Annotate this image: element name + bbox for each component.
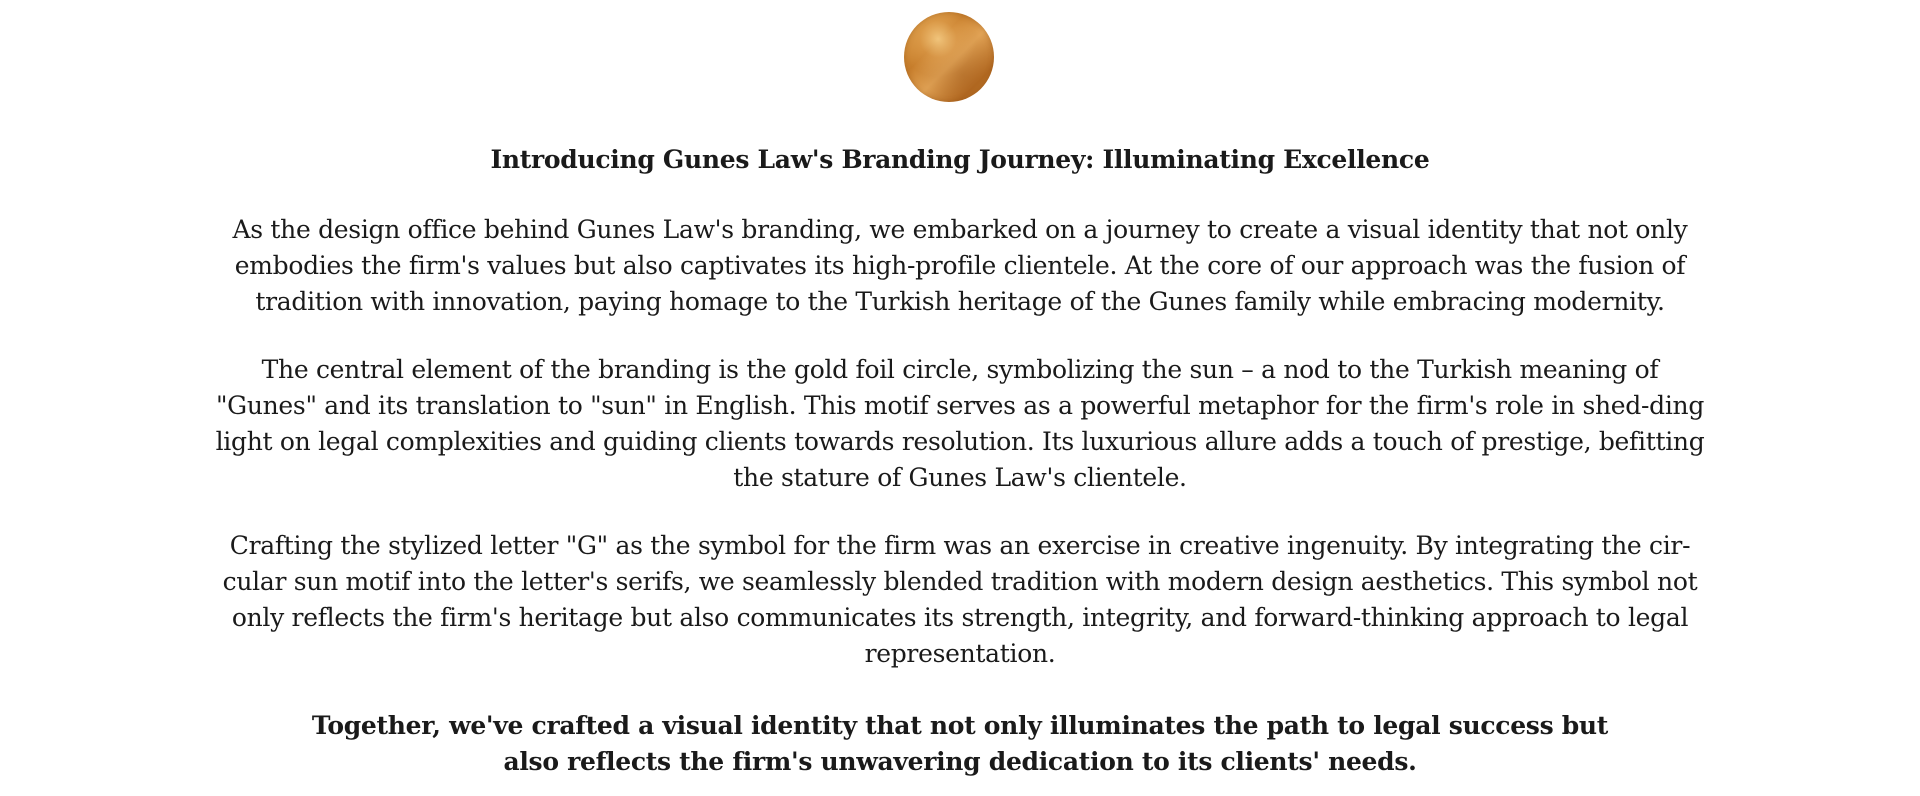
article	[210, 140, 1710, 780]
paragraph-intro: As the design office behind Gunes Law's branding, we embarked on a journey to create a visual identity that not only embodies the firm's values but also captivates its high-profile clientele. At the core of our approach was the fusion of tradition with innovation, paying homage to the Turkish heritage of the Gunes family while embracing modernity.	[232, 215, 1688, 316]
paragraph-letter-g: Crafting the stylized letter "G" as the symbol for the firm was an exercise in creative ingenuity. By integrating the cir-cular sun motif into the letter's serifs, we seamlessly blended tradition with modern design aesthetics. This symbol not only reflects the firm's heritage but also communicates its strength, integrity, and forward-thinking approach to legal representation.	[222, 531, 1698, 668]
gold-foil-circle-icon	[904, 12, 994, 102]
paragraph-gold-circle: The central element of the branding is the gold foil circle, symbolizing the sun – a nod to the Turkish meaning of "Gunes" and its translation to "sun" in English. This motif serves as a powerful metaphor for the firm's role in shed-ding light on legal complexities and guiding clients towards resolution. Its luxurious allure adds a touch of prestige, befitting the stature of Gunes Law's clientele.	[215, 355, 1705, 492]
article-title: Introducing Gunes Law's Branding Journey: Illuminating Excellence	[490, 145, 1430, 174]
closing-statement: Together, we've crafted a visual identity that not only illuminates the path to legal success but also reflects the firm's unwavering dedication to its clients' needs.	[311, 711, 1609, 776]
